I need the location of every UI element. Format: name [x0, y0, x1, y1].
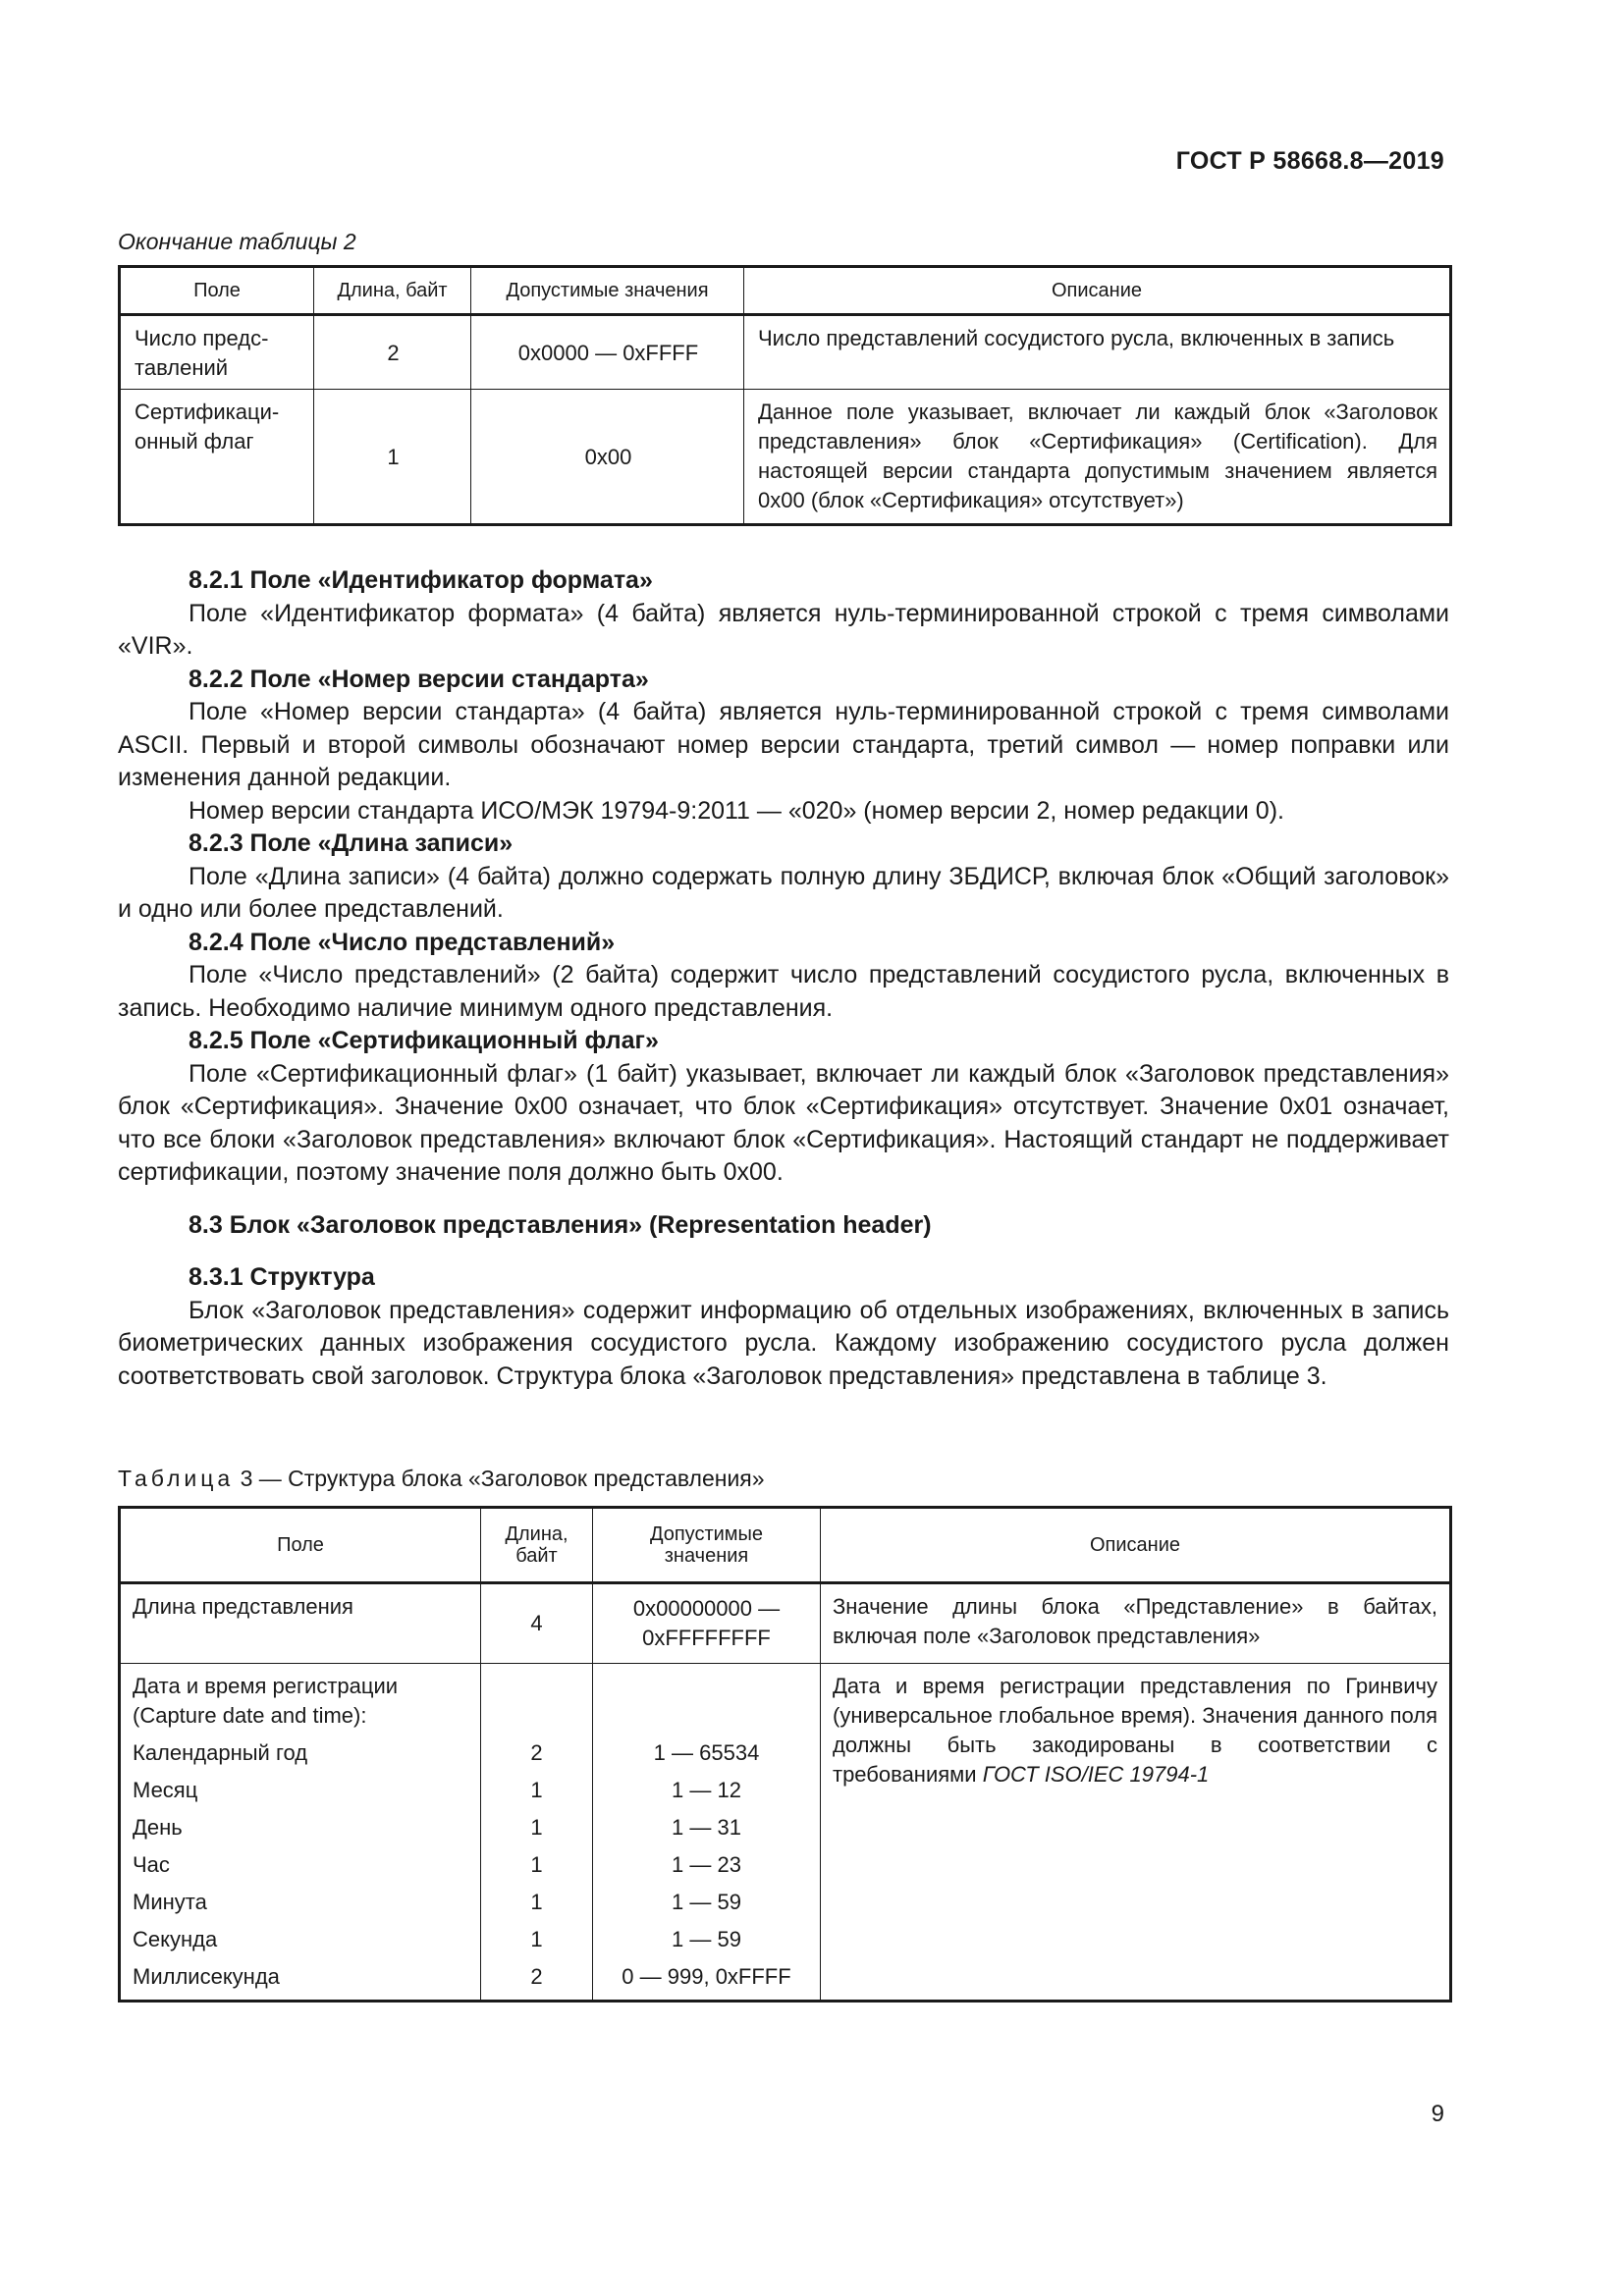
sub-length: 2: [530, 1964, 543, 1989]
values-cell: 0x0000 — 0xFFFF: [471, 315, 744, 390]
sub-field-name: День: [133, 1815, 183, 1840]
section-heading: 8.2.2 Поле «Номер версии стандарта»: [189, 665, 649, 693]
main-text: [118, 564, 1449, 1393]
column-header-field: Поле: [120, 1508, 481, 1583]
values-cell: [593, 1664, 821, 2002]
table-3-caption-text: 3 — Структура блока «Заголовок представления»: [234, 1466, 765, 1491]
length-cell: 1: [314, 390, 471, 525]
sub-values: 1 — 59: [672, 1927, 741, 1951]
sub-field-name: Миллисекунда: [133, 1964, 280, 1989]
table-header-row: [120, 267, 1451, 315]
section-heading: 8.3 Блок «Заголовок представления» (Representation header): [189, 1210, 932, 1239]
column-header-description: Описание: [744, 267, 1451, 315]
sub-length: 1: [530, 1852, 543, 1877]
length-cell: 2: [314, 315, 471, 390]
description-text: Дата и время регистрации представления по Гринвичу (универсальное глобальное время). Значения данного поля должны быть закодированы в соответствии с требованиями: [833, 1674, 1437, 1787]
column-header-length: Длина, байт: [481, 1508, 593, 1583]
column-header-field: Поле: [120, 267, 314, 315]
description-cell: Данное поле указывает, включает ли каждый блок «Заголовок представления» блок «Сертификация» (Certification). Для настоящей версии стандарта допустимым значением является 0x00 (блок «Сертификация» отсутствует»): [744, 390, 1451, 525]
paragraph: Блок «Заголовок представления» содержит информацию об отдельных изображениях, включенных в запись биометрических данных изображения сосудистого русла. Каждому изображению сосудистого русла должен соответствовать свой заголовок. Структура блока «Заголовок представления» представлена в таблице 3.: [118, 1296, 1449, 1390]
field-cell: Длина представления: [120, 1583, 481, 1664]
description-cell: Число представлений сосудистого русла, включенных в запись: [744, 315, 1451, 390]
section-heading: 8.2.1 Поле «Идентификатор формата»: [189, 566, 653, 594]
section-heading: 8.3.1 Структура: [189, 1263, 375, 1291]
table-3-caption: [118, 1466, 765, 1492]
sub-field-name: Секунда: [133, 1927, 218, 1951]
field-group-title: Дата и время регистрации (Capture date and time):: [133, 1674, 399, 1728]
paragraph: Номер версии стандарта ИСО/МЭК 19794-9:2011 — «020» (номер версии 2, номер редакции 0).: [189, 796, 1284, 825]
paragraph: Поле «Сертификационный флаг» (1 байт) указывает, включает ли каждый блок «Заголовок представления» блок «Сертификация». Значение 0x00 означает, что блок «Сертификация» отсутствует. Значение 0x01 означает, что все блоки «Заголовок представления» включают блок «Сертификация». Настоящий стандарт не поддерживает сертификации, поэтому значение поля должно быть 0x00.: [118, 1059, 1449, 1186]
sub-values: 1 — 65534: [653, 1740, 760, 1765]
sub-values: 1 — 31: [672, 1815, 741, 1840]
column-header-values: Допустимые значения: [471, 267, 744, 315]
section-heading: 8.2.3 Поле «Длина записи»: [189, 829, 514, 857]
length-cell: [481, 1664, 593, 2002]
page-header: ГОСТ Р 58668.8—2019: [1175, 147, 1444, 175]
section-heading: 8.2.4 Поле «Число представлений»: [189, 928, 616, 956]
sub-length: 2: [530, 1740, 543, 1765]
field-cell: Сертификаци- онный флаг: [120, 390, 314, 525]
length-cell: 4: [481, 1583, 593, 1664]
description-cell: [821, 1664, 1451, 2002]
field-cell: Число предс- тавлений: [120, 315, 314, 390]
field-cell: [120, 1664, 481, 2002]
table-3-caption-label: Таблица: [118, 1466, 235, 1491]
column-header-length: Длина, байт: [314, 267, 471, 315]
sub-field-name: Минута: [133, 1890, 207, 1914]
column-header-values: Допустимые значения: [593, 1508, 821, 1583]
sub-length: 1: [530, 1890, 543, 1914]
sub-length: 1: [530, 1927, 543, 1951]
sub-field-name: Месяц: [133, 1778, 198, 1802]
description-cell: Значение длины блока «Представление» в байтах, включая поле «Заголовок представления»: [821, 1583, 1451, 1664]
paragraph: Поле «Длина записи» (4 байта) должно содержать полную длину ЗБДИСР, включая блок «Общий заголовок» и одно или более представлений.: [118, 862, 1449, 923]
table-row: [120, 1664, 1451, 2002]
standard-reference: ГОСТ ISO/IEC 19794-1: [982, 1762, 1210, 1787]
section-heading: 8.2.5 Поле «Сертификационный флаг»: [189, 1027, 659, 1054]
paragraph: Поле «Идентификатор формата» (4 байта) является нуль-терминированной строкой с тремя символами «VIR».: [118, 599, 1449, 660]
values-cell: 0x00: [471, 390, 744, 525]
paragraph: Поле «Номер версии стандарта» (4 байта) является нуль-терминированной строкой с тремя символами ASCII. Первый и второй символы обозначают номер версии стандарта, третий символ — номер поправки или изменения данной редакции.: [118, 698, 1449, 791]
column-header-description: Описание: [821, 1508, 1451, 1583]
values-cell: 0x00000000 — 0xFFFFFFFF: [593, 1583, 821, 1664]
table-row: [120, 1583, 1451, 1664]
table-2-caption: Окончание таблицы 2: [118, 229, 356, 254]
sub-length: 1: [530, 1778, 543, 1802]
page-number: 9: [1431, 2101, 1444, 2127]
sub-length: 1: [530, 1815, 543, 1840]
table-row: [120, 390, 1451, 525]
sub-values: 0 — 999, 0xFFFF: [622, 1964, 791, 1989]
table-2: [118, 265, 1452, 526]
table-header-row: [120, 1508, 1451, 1583]
sub-values: 1 — 59: [672, 1890, 741, 1914]
sub-field-name: Календарный год: [133, 1740, 308, 1765]
table-3: [118, 1506, 1452, 2002]
sub-values: 1 — 23: [672, 1852, 741, 1877]
paragraph: Поле «Число представлений» (2 байта) содержит число представлений сосудистого русла, включенных в запись. Необходимо наличие минимум одного представления.: [118, 961, 1449, 1022]
table-row: [120, 315, 1451, 390]
sub-values: 1 — 12: [672, 1778, 741, 1802]
sub-field-name: Час: [133, 1852, 170, 1877]
